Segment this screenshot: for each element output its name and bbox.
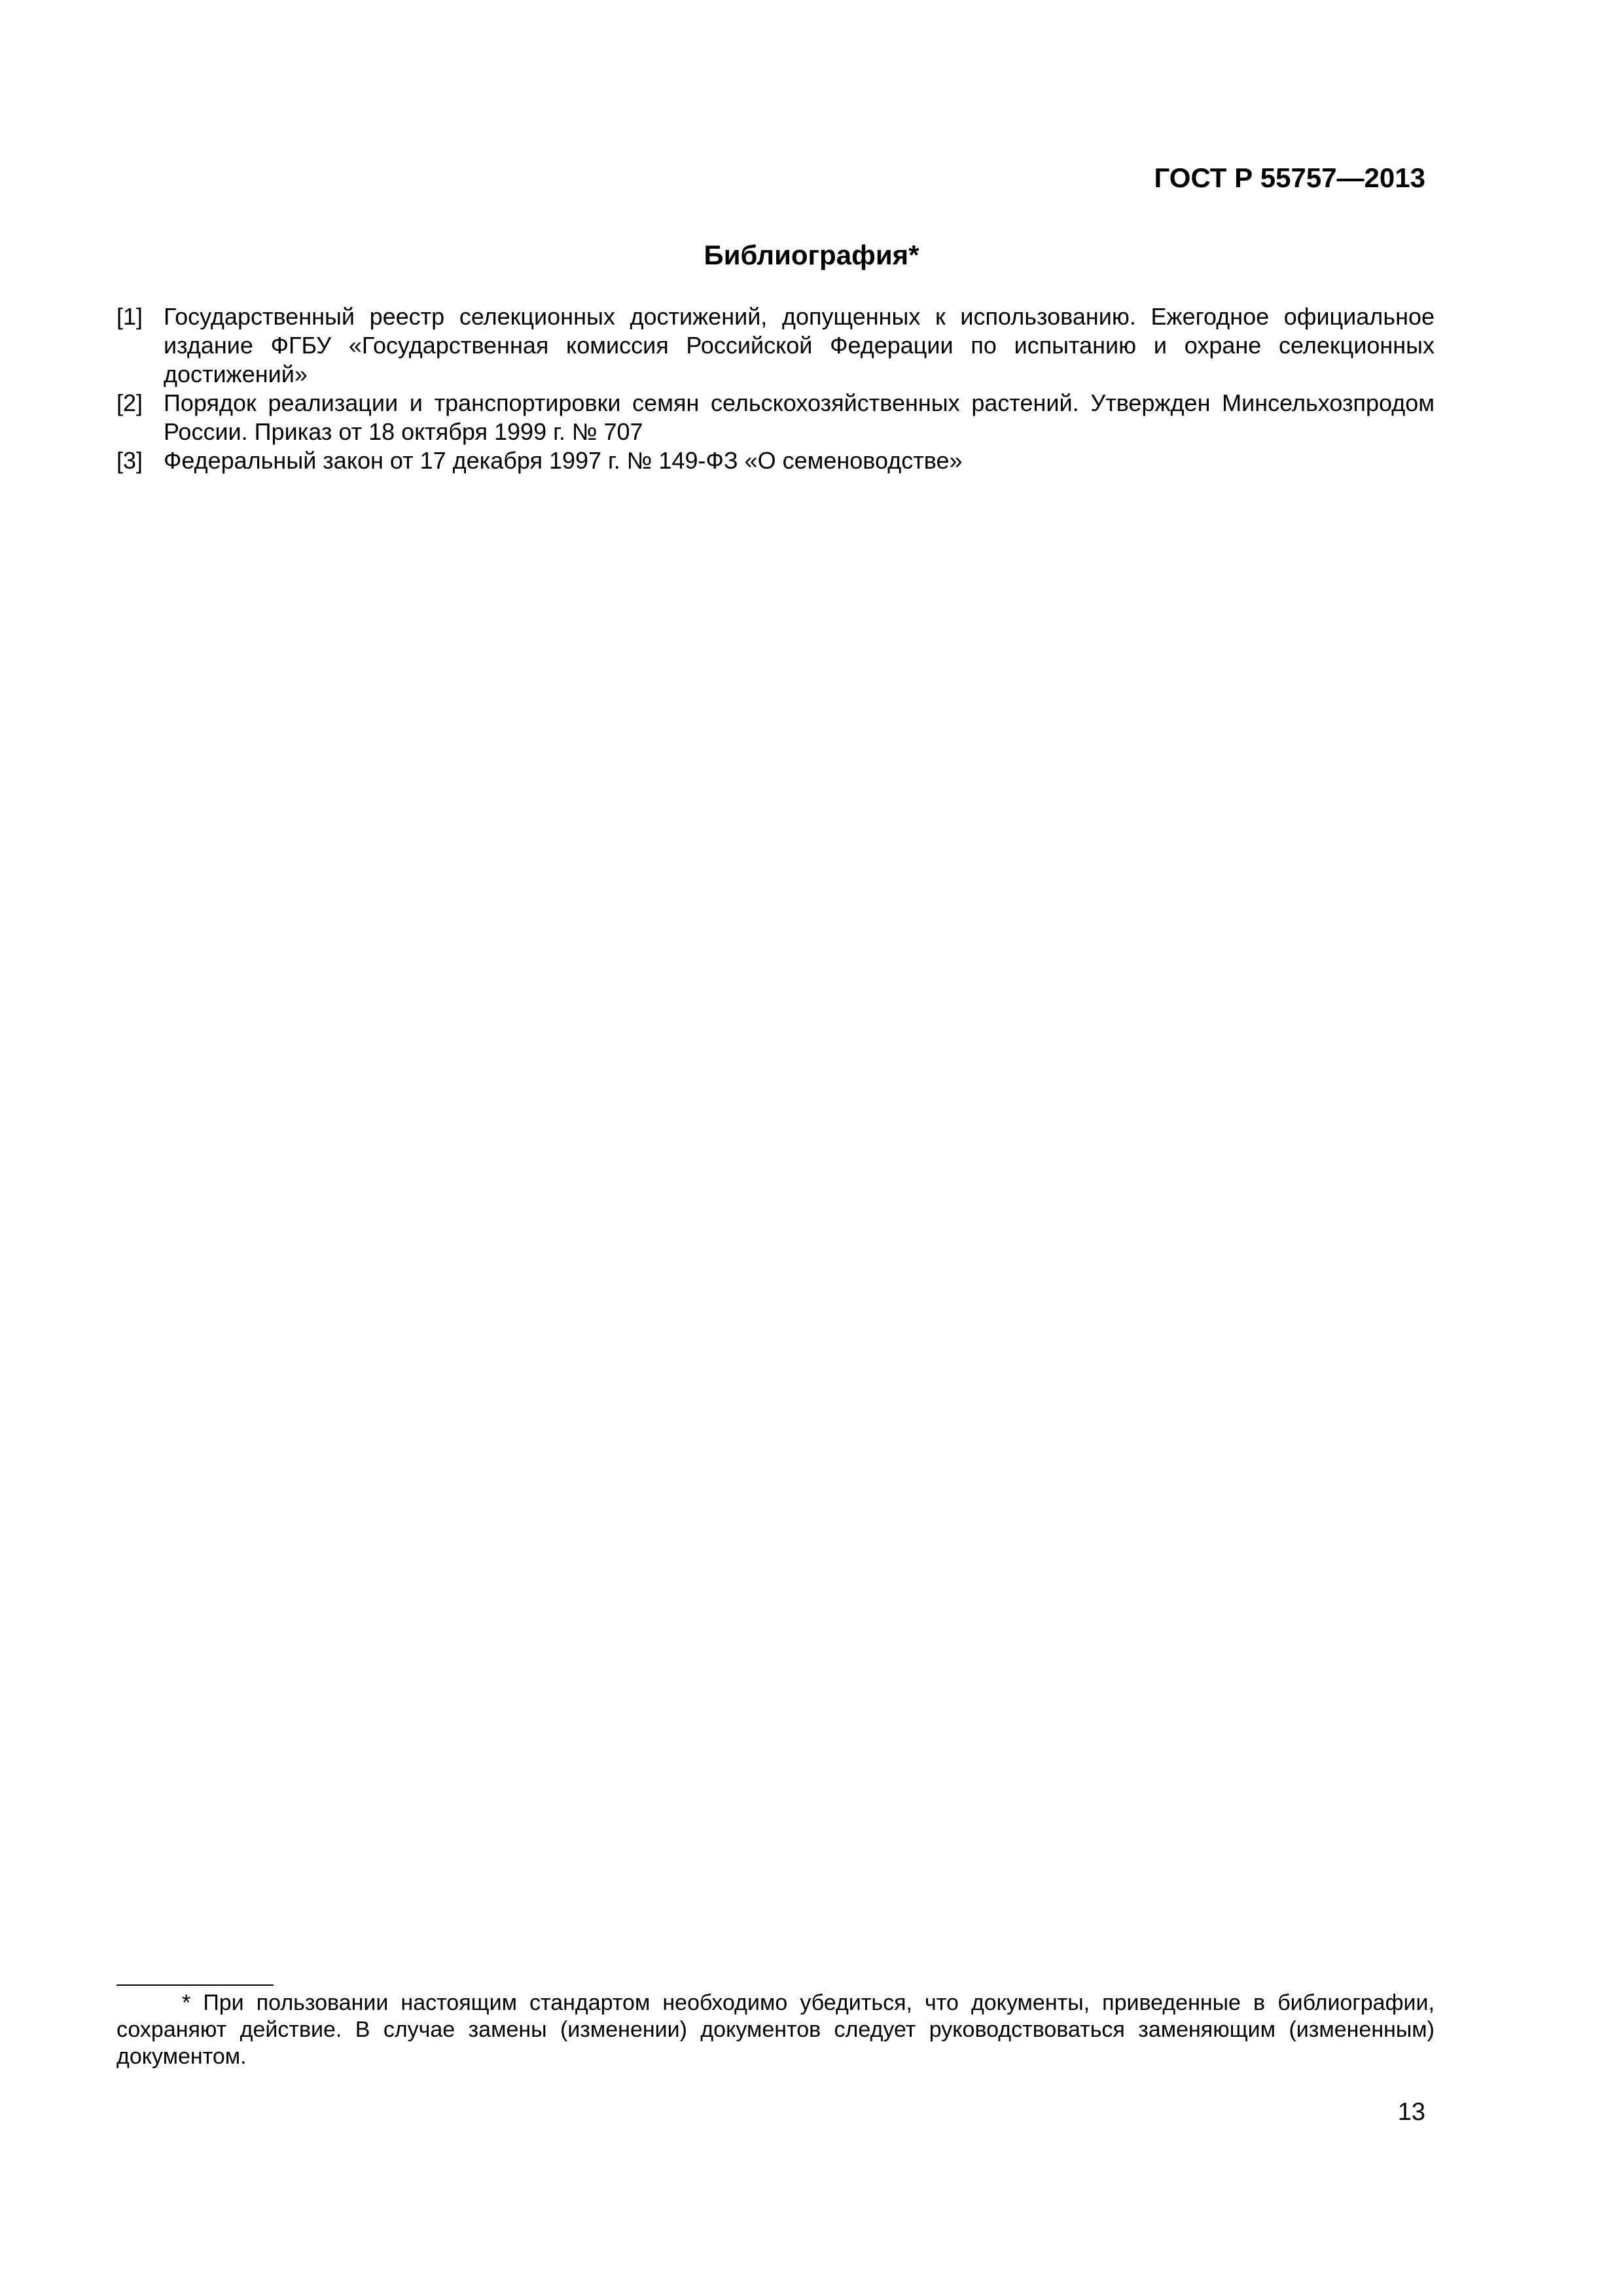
footnote: * При пользовании настоящим стандартом необходимо убедиться, что документы, приведенные в библиографии, сохраняют действие. В случае замены (изменении) документов следует руководствоваться заменяющим (измененным) документом. <box>116 1990 1435 2069</box>
bibliography-item-number: [3] <box>116 447 143 474</box>
page-number: 13 <box>1397 2098 1425 2126</box>
document-code: ГОСТ Р 55757—2013 <box>1154 162 1425 193</box>
bibliography-item-text: Государственный реестр селекционных достижений, допущенных к использованию. Ежегодное официальное издание ФГБУ «Государственная комиссия Российской Федерации по испытанию и охране селекционных достижений» <box>164 303 1435 387</box>
bibliography-item-number: [2] <box>116 389 143 416</box>
bibliography-item-text: Порядок реализации и транспортировки семян сельскохозяйственных растений. Утвержден Минсельхозпродом России. Приказ от 18 октября 1999 г. № 707 <box>164 389 1435 445</box>
footnote-separator <box>116 1984 274 1986</box>
section-title: Библиография* <box>704 240 919 270</box>
bibliography-item <box>116 446 1435 475</box>
bibliography-list <box>116 302 1435 475</box>
bibliography-item <box>116 302 1435 389</box>
bibliography-item-text: Федеральный закон от 17 декабря 1997 г. № 149-ФЗ «О семеноводстве» <box>164 447 963 474</box>
bibliography-item <box>116 389 1435 446</box>
bibliography-item-number: [1] <box>116 303 143 330</box>
